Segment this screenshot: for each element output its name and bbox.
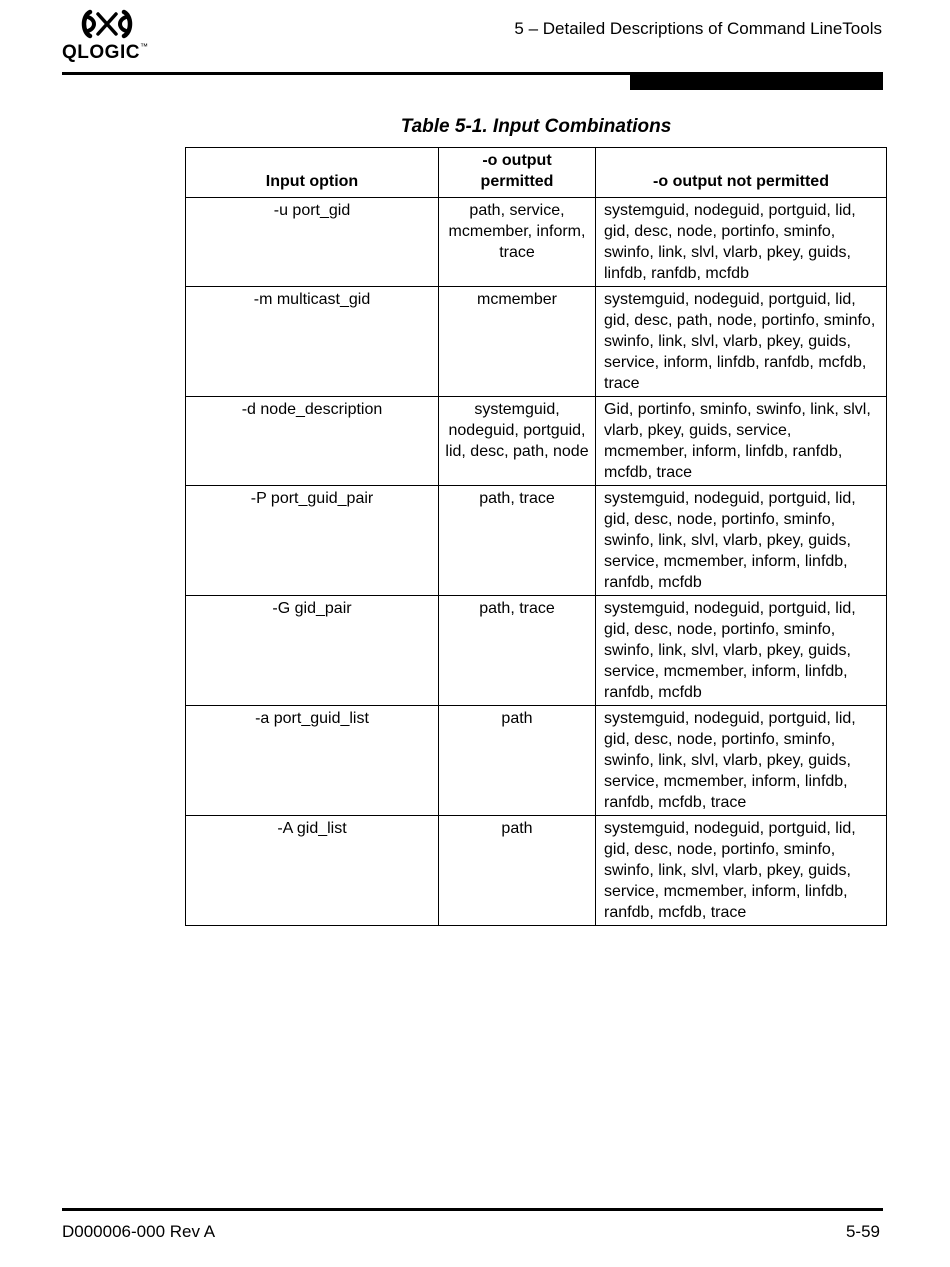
not-permitted-cell: systemguid, nodeguid, portguid, lid, gid, desc, node, portinfo, sminfo, swinfo, link, slvl, vlarb, pkey, guids, service, mcmember, inform, linfdb, ranfdb, mcfdb — [596, 596, 887, 706]
table-row — [186, 198, 887, 287]
input-option-cell: -A gid_list — [186, 816, 439, 926]
chapter-header-title: 5 – Detailed Descriptions of Command LineTools — [514, 19, 882, 38]
permitted-cell: path, service, mcmember, inform, trace — [439, 198, 596, 287]
not-permitted-cell: systemguid, nodeguid, portguid, lid, gid, desc, node, portinfo, sminfo, swinfo, link, slvl, vlarb, pkey, guids, linfdb, ranfdb, mcfdb — [596, 198, 887, 287]
not-permitted-cell: Gid, portinfo, sminfo, swinfo, link, slvl, vlarb, pkey, guids, service, mcmember, inform, linfdb, ranfdb, mcfdb, trace — [596, 397, 887, 486]
qlogic-logo-mark — [62, 8, 152, 42]
permitted-cell: systemguid, nodeguid, portguid, lid, desc, path, node — [439, 397, 596, 486]
trademark-symbol: ™ — [139, 42, 149, 51]
permitted-cell: path, trace — [439, 486, 596, 596]
input-combinations-table — [185, 147, 887, 926]
table-row — [186, 397, 887, 486]
table-row — [186, 287, 887, 397]
input-option-cell: -a port_guid_list — [186, 706, 439, 816]
permitted-cell: path — [439, 816, 596, 926]
permitted-cell: path — [439, 706, 596, 816]
table-row — [186, 706, 887, 816]
table-row — [186, 596, 887, 706]
input-option-cell: -d node_description — [186, 397, 439, 486]
table-caption: Table 5-1. Input Combinations — [400, 116, 672, 137]
column-header-output-permitted: -o output permitted — [439, 148, 596, 198]
column-header-input-option: Input option — [186, 148, 439, 198]
input-option-cell: -m multicast_gid — [186, 287, 439, 397]
permitted-cell: mcmember — [439, 287, 596, 397]
header-rule-bar — [630, 75, 883, 90]
table-header-row — [186, 148, 887, 198]
permitted-cell: path, trace — [439, 596, 596, 706]
not-permitted-cell: systemguid, nodeguid, portguid, lid, gid, desc, node, portinfo, sminfo, swinfo, link, slvl, vlarb, pkey, guids, service, mcmember, inform, linfdb, ranfdb, mcfdb, trace — [596, 816, 887, 926]
footer-rule — [62, 1208, 883, 1211]
footer-document-id: D000006-000 Rev A — [62, 1222, 216, 1241]
input-option-cell: -u port_gid — [186, 198, 439, 287]
footer-page-number: 5-59 — [845, 1222, 880, 1241]
input-option-cell: -G gid_pair — [186, 596, 439, 706]
not-permitted-cell: systemguid, nodeguid, portguid, lid, gid, desc, node, portinfo, sminfo, swinfo, link, slvl, vlarb, pkey, guids, service, mcmember, inform, linfdb, ranfdb, mcfdb, trace — [596, 706, 887, 816]
not-permitted-cell: systemguid, nodeguid, portguid, lid, gid, desc, path, node, portinfo, sminfo, swinfo, link, slvl, vlarb, pkey, guids, service, inform, linfdb, ranfdb, mcfdb, trace — [596, 287, 887, 397]
qlogic-logo — [62, 8, 152, 64]
logo-wordmark: QLOGIC™ — [62, 42, 149, 63]
table-row — [186, 486, 887, 596]
not-permitted-cell: systemguid, nodeguid, portguid, lid, gid, desc, node, portinfo, sminfo, swinfo, link, slvl, vlarb, pkey, guids, service, mcmember, inform, linfdb, ranfdb, mcfdb — [596, 486, 887, 596]
table-row — [186, 816, 887, 926]
column-header-output-not-permitted: -o output not permitted — [596, 148, 887, 198]
input-option-cell: -P port_guid_pair — [186, 486, 439, 596]
